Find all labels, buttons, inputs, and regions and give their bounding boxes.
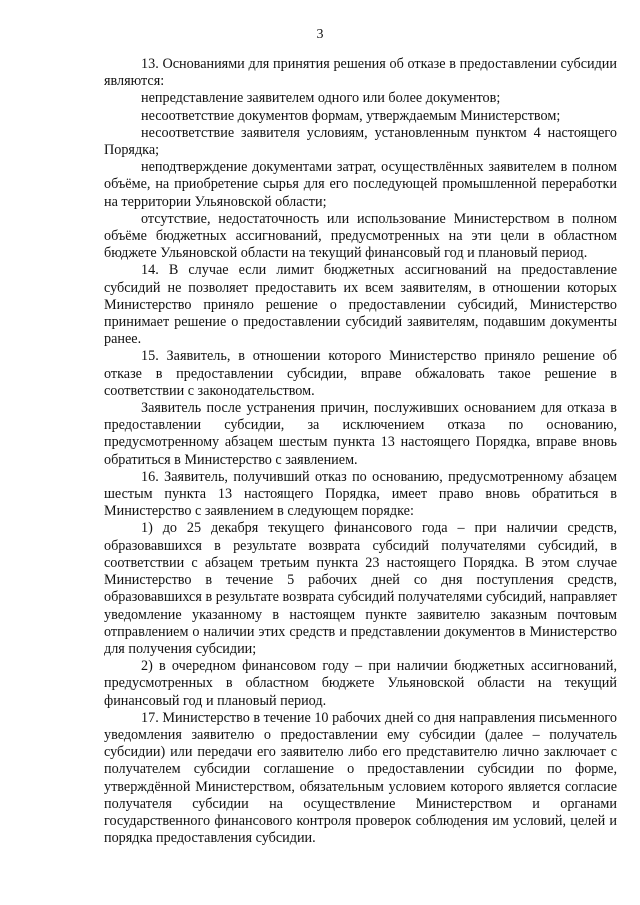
paragraph-16-item-2: 2) в очередном финансовом году – при наличии бюджетных ассигнований, предусмотренных в областном бюджете Ульяновской области на текущий финансовый год и плановый период. <box>104 658 617 709</box>
paragraph-13-ground-2: несоответствие документов формам, утверждаемым Министерством; <box>141 107 561 124</box>
paragraph-13-ground-5: отсутствие, недостаточность или использование Министерством в полном объёме бюджетных ассигнований, предусмотренных на эти цели в областном бюджете Ульяновской области на текущий финансовый год и плановый период. <box>104 210 617 262</box>
page-number: 3 <box>316 27 324 42</box>
paragraph-15-second: Заявитель после устранения причин, послуживших основанием для отказа в предоставлении субсидии, за исключением отказа по основанию, предусмотренному абзацем шестым пункта 13 настоящего Порядка, вправе вновь обратиться в Министерство с заявлением. <box>104 400 617 468</box>
paragraph-13-ground-3: несоответствие заявителя условиям, установленным пунктом 4 настоящего Порядка; <box>104 124 617 159</box>
paragraph-16: 16. Заявитель, получивший отказ по основанию, предусмотренному абзацем шестым пункта 13 настоящего Порядка, имеет право вновь обратиться в Министерство с заявлением в следующем порядке: <box>104 468 617 520</box>
document-body <box>104 56 617 847</box>
paragraph-13-intro: 13. Основаниями для принятия решения об отказе в предоставлении субсидии являются: <box>104 56 617 90</box>
paragraph-15: 15. Заявитель, в отношении которого Министерство приняло решение об отказе в предоставлении субсидии, вправе обжаловать такое решение в соответствии с законодательством. <box>104 348 617 399</box>
paragraph-16-item-1: 1) до 25 декабря текущего финансового года – при наличии средств, образовавшихся в результате возврата субсидий получателями субсидий, в соответствии с абзацем третьим пункта 23 настоящего Порядка. В этом случае Министерство в течение 5 рабочих дней со дня поступления средств, образовавшихся в результате возврата субсидий получателями субсидий, направляет уведомление указанному в настоящем пункте заявителю заказным почтовым отправлением о наличии этих средств и представлении документов в Министерство для получения субсидии; <box>104 520 617 657</box>
paragraph-17: 17. Министерство в течение 10 рабочих дней со дня направления письменного уведомления заявителю о предоставлении ему субсидии (далее – получатель субсидии) или передачи его заявителю либо его представителю лично заключает с получателем субсидии соглашение о предоставлении субсидии по форме, утверждённой Министерством, обязательным условием которого является согласие получателя субсидии на осуществление Министерством и органами государственного финансового контроля проверок соблюдения им условий, целей и порядка предоставления субсидии. <box>104 709 617 847</box>
paragraph-13-ground-4: неподтверждение документами затрат, осуществлённых заявителем в полном объёме, на приобретение сырья для его последующей промышленной переработки на территории Ульяновской области; <box>104 159 617 210</box>
paragraph-14: 14. В случае если лимит бюджетных ассигнований на предоставление субсидий не позволяет предоставить их всем заявителям, в отношении которых Министерство приняло решение о предоставлении субсидий, Министерство принимает решение о предоставлении субсидий заявителям, подавшим документы ранее. <box>104 262 617 348</box>
paragraph-13-ground-1: непредставление заявителем одного или более документов; <box>141 90 501 107</box>
